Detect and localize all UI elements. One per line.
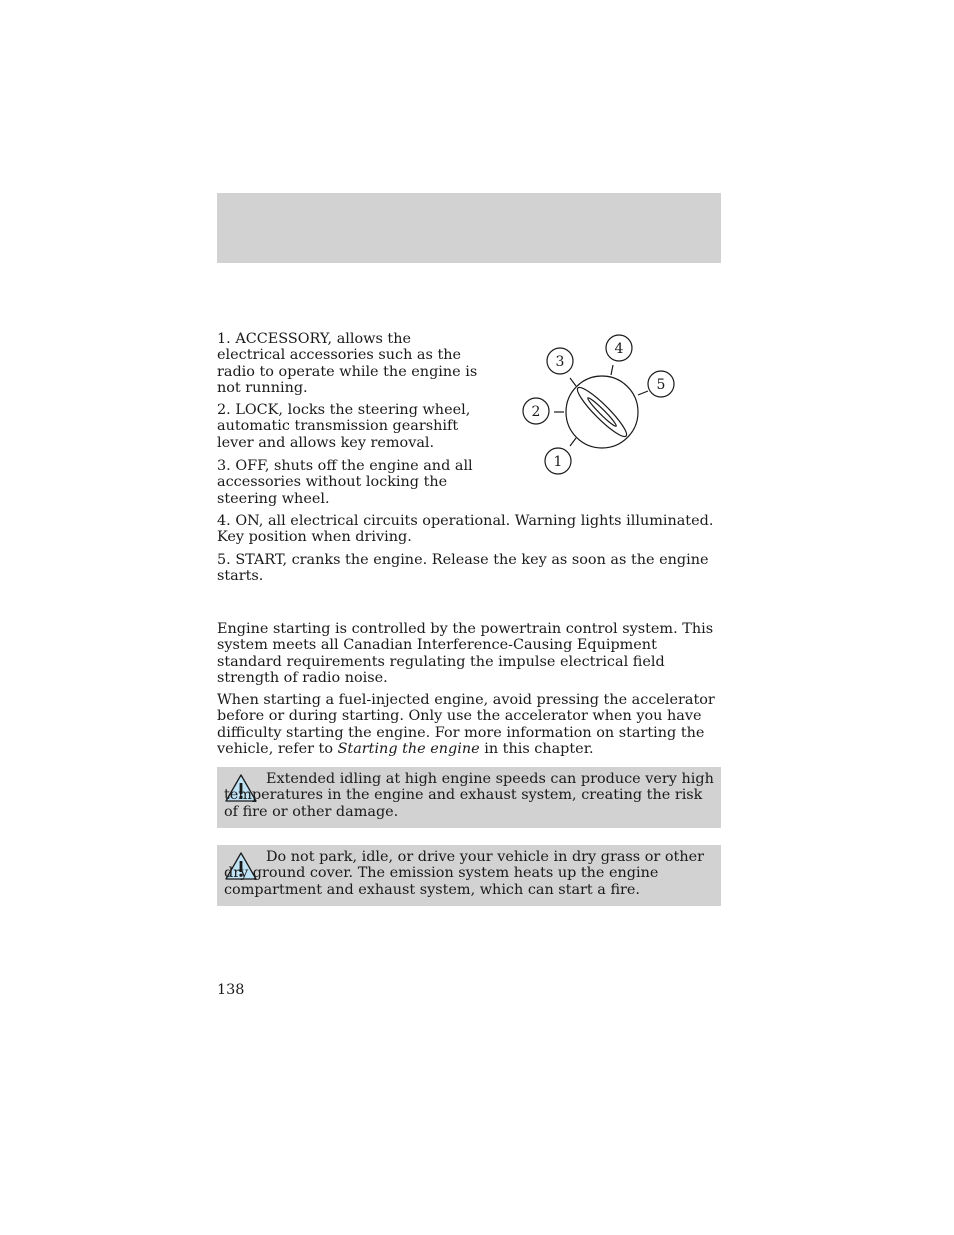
warning-box-dry-grass bbox=[217, 845, 721, 906]
diagram-label-3: 3 bbox=[555, 354, 565, 370]
page-number: 138 bbox=[217, 982, 245, 998]
warning-text-dry-grass: Do not park, idle, or drive your vehicle in dry grass or other dry ground cover. The emission system heats up the engine compartment and exhaust system, which can start a fire. bbox=[224, 849, 704, 898]
diagram-label-4: 4 bbox=[614, 341, 624, 357]
list-item-start: 5. START, cranks the engine. Release the key as soon as the engine starts. bbox=[217, 552, 709, 585]
list-item-accessory: 1. ACCESSORY, allows the electrical accessories such as the radio to operate while the engine is not running. bbox=[217, 331, 478, 397]
paragraph-powertrain: Engine starting is controlled by the powertrain control system. This system meets all Canadian Interference-Causing Equipment standard requirements regulating the impulse electrical field strength of radio noise. bbox=[217, 621, 714, 687]
section-header-bar bbox=[217, 193, 721, 263]
list-item-lock: 2. LOCK, locks the steering wheel, automatic transmission gearshift lever and allows key removal. bbox=[217, 402, 471, 451]
diagram-label-1: 1 bbox=[553, 454, 563, 470]
ignition-switch-diagram bbox=[512, 330, 692, 480]
cross-reference-link: Starting the engine bbox=[337, 741, 480, 758]
list-item-off: 3. OFF, shuts off the engine and all accessories without locking the steering wheel. bbox=[217, 458, 473, 507]
diagram-label-2: 2 bbox=[531, 404, 541, 420]
key-slot bbox=[573, 383, 631, 441]
warning-text-idling: Extended idling at high engine speeds can produce very high temperatures in the engine and exhaust system, creating the risk of fire or other damage. bbox=[224, 771, 714, 820]
warning-box-idling bbox=[217, 767, 721, 828]
diagram-label-5: 5 bbox=[656, 377, 666, 393]
paragraph-fuel-injected: When starting a fuel-injected engine, avoid pressing the accelerator before or during starting. Only use the accelerator when you have difficulty starting the engine. For more information on starting the vehicle, refer to Starting the engine in this chapter. bbox=[217, 692, 715, 758]
list-item-on: 4. ON, all electrical circuits operational. Warning lights illuminated. Key position when driving. bbox=[217, 513, 714, 546]
ignition-cylinder bbox=[566, 376, 638, 448]
